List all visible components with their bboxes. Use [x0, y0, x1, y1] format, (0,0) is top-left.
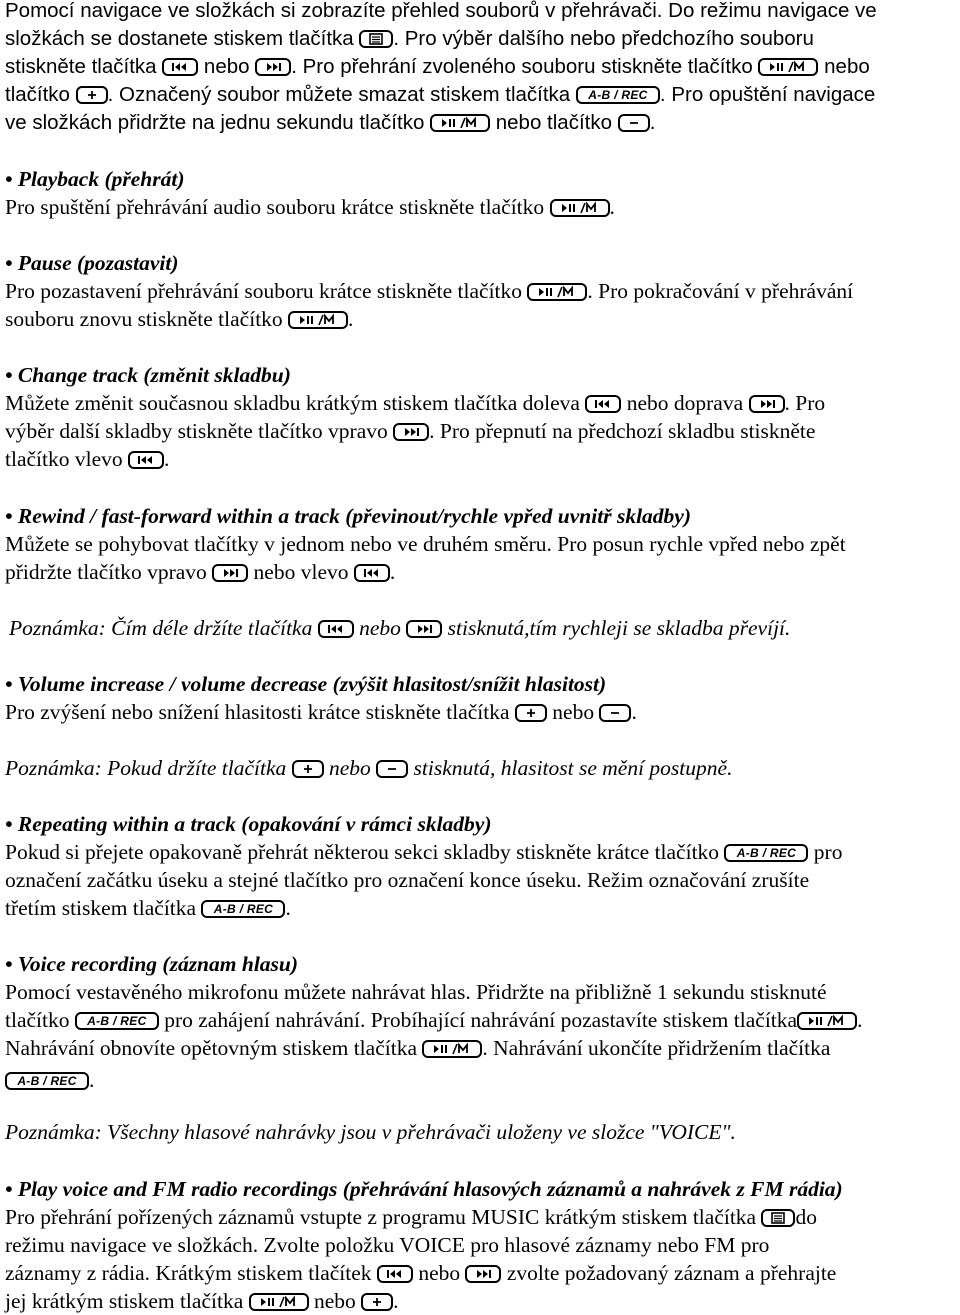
ab-rec-key-icon [75, 1012, 159, 1030]
text-run: . [393, 1289, 399, 1313]
previous-track-icon [354, 564, 390, 582]
next-track-icon [393, 423, 429, 441]
text-run: nebo [308, 1289, 362, 1313]
minus-icon [376, 760, 408, 778]
text-line [5, 978, 827, 1006]
text-run: přidržte tlačítko vpravo [5, 560, 213, 584]
ab-rec-key-label: A-B / REC [87, 1014, 147, 1028]
play-pause-menu-icon [249, 1293, 309, 1311]
text-run: výběr další skladby stiskněte tlačítko vpravo [5, 419, 394, 443]
text-run: pro zahájení nahrávání. Probíhající nahrávání pozastavíte stiskem tlačítka [158, 1008, 798, 1032]
text-run: . Pro výběr dalšího nebo předchozího souboru [393, 27, 814, 50]
previous-track-icon [377, 1265, 413, 1283]
section-heading [5, 361, 291, 389]
text-line [5, 53, 870, 81]
text-line [5, 389, 825, 417]
text-line [5, 838, 842, 866]
ab-rec-key-icon [576, 86, 660, 104]
text-run: tlačítko [5, 1008, 75, 1032]
text-line [5, 1006, 862, 1034]
play-pause-menu-icon [422, 1040, 482, 1058]
section-heading [5, 249, 179, 277]
text-run: nebo [546, 700, 600, 724]
text-run: záznamy z rádia. Krátkým stiskem tlačítek [5, 1261, 377, 1285]
text-line [5, 25, 814, 53]
menu-icon [359, 30, 393, 48]
text-run: tlačítko [5, 83, 76, 106]
next-track-icon [406, 620, 442, 638]
text-run: . Pro pokračování v přehrávání [587, 279, 854, 303]
section-heading [5, 810, 492, 838]
plus-icon [292, 760, 324, 778]
text-run: režimu navigace ve složkách. Zvolte položku VOICE pro hlasové záznamy nebo FM pro [5, 1233, 770, 1257]
previous-track-icon [585, 395, 621, 413]
text-line [5, 558, 395, 586]
play-pause-menu-icon [430, 114, 490, 132]
text-run: Pro spuštění přehrávání audio souboru krátce stiskněte tlačítko [5, 195, 550, 219]
text-run: . [285, 896, 291, 920]
next-track-icon [465, 1265, 501, 1283]
text-run: • Change track (změnit skladbu) [5, 363, 291, 387]
text-line [5, 1231, 769, 1259]
note-line [9, 614, 790, 642]
text-run: jej krátkým stiskem tlačítka [5, 1289, 249, 1313]
text-run: nebo [198, 55, 256, 78]
text-line [5, 530, 846, 558]
text-run: • Pause (pozastavit) [5, 251, 179, 275]
text-run: • Volume increase / volume decrease (zvýšit hlasitost/snížit hlasitost) [5, 672, 607, 696]
text-run: . Pro opuštění navigace [659, 83, 876, 106]
previous-track-icon [128, 451, 164, 469]
next-track-icon [212, 564, 248, 582]
text-line [5, 305, 353, 333]
text-line [5, 277, 853, 305]
text-run: složkách se dostanete stiskem tlačítka [5, 27, 360, 50]
text-line [5, 193, 615, 221]
text-run: . [649, 111, 656, 134]
text-run: • Repeating within a track (opakování v rámci skladby) [5, 812, 492, 836]
text-run: Můžete změnit současnou skladbu krátkým stiskem tlačítka doleva [5, 391, 586, 415]
text-line [5, 698, 637, 726]
section-heading [5, 950, 298, 978]
text-run: zvolte požadovaný záznam a přehrajte [501, 1261, 837, 1285]
text-line [5, 1034, 830, 1062]
plus-icon [515, 704, 547, 722]
text-run: do [795, 1205, 817, 1229]
text-run: třetím stiskem tlačítka [5, 896, 202, 920]
play-pause-menu-icon [527, 283, 587, 301]
text-run: . Označený soubor můžete smazat stiskem tlačítka [107, 83, 576, 106]
ab-rec-key-label: A-B / REC [17, 1074, 77, 1088]
text-run: nebo [323, 756, 377, 780]
text-run: Poznámka: Pokud držíte tlačítka [5, 756, 292, 780]
text-run: • Playback (přehrát) [5, 167, 185, 191]
text-run: • Play voice and FM radio recordings (přehrávání hlasových záznamů a nahrávek z FM rádia) [5, 1177, 843, 1201]
text-run: stisknutá, hlasitost se mění postupně. [408, 756, 733, 780]
next-track-icon [255, 58, 291, 76]
text-line [5, 109, 655, 137]
text-run: Pomocí navigace ve složkách si zobrazíte přehled souborů v přehrávači. Do režimu navigace ve [5, 0, 877, 22]
text-run: nebo doprava [621, 391, 749, 415]
plus-icon [76, 86, 108, 104]
text-run: . Pro přehrání zvoleného souboru stiskněte tlačítko [291, 55, 759, 78]
text-run: pro [808, 840, 843, 864]
text-line [5, 1259, 836, 1287]
text-run: • Voice recording (záznam hlasu) [5, 952, 299, 976]
text-run: Nahrávání obnovíte opětovným stiskem tlačítka [5, 1036, 423, 1060]
text-run: Poznámka: Všechny hlasové nahrávky jsou v přehrávači uloženy ve složce "VOICE". [5, 1120, 736, 1144]
text-line [5, 445, 169, 473]
text-run: Můžete se pohybovat tlačítky v jednom nebo ve druhém směru. Pro posun rychle vpřed nebo zpět [5, 532, 846, 556]
text-run: ve složkách přidržte na jednu sekundu tlačítko [5, 111, 431, 134]
previous-track-icon [162, 58, 198, 76]
text-line [5, 0, 877, 25]
ab-rec-key-icon [201, 900, 285, 918]
section-heading [5, 165, 185, 193]
text-run: označení začátku úseku a stejné tlačítko pro označení konce úseku. Režim označování zrušíte [5, 868, 810, 892]
text-run: . Pro přepnutí na předchozí skladbu stiskněte [429, 419, 816, 443]
section-heading [5, 670, 606, 698]
text-line [5, 1066, 94, 1094]
ab-rec-key-label: A-B / REC [736, 846, 797, 860]
section-heading [5, 1175, 843, 1203]
text-run: Pomocí vestavěného mikrofonu můžete nahrávat hlas. Přidržte na přibližně 1 sekundu stisknuté [5, 980, 827, 1004]
text-run: . [609, 195, 615, 219]
ab-rec-key-icon [724, 844, 808, 862]
minus-icon [599, 704, 631, 722]
note-line [5, 754, 732, 782]
minus-icon [618, 114, 650, 132]
text-run: stiskněte tlačítka [5, 55, 163, 78]
menu-icon [761, 1209, 795, 1227]
text-run: souboru znovu stiskněte tlačítko [5, 307, 289, 331]
text-run: Pokud si přejete opakovaně přehrát některou sekci skladby stiskněte krátce tlačítko [5, 840, 725, 864]
ab-rec-key-label: A-B / REC [213, 902, 274, 916]
text-line [5, 866, 809, 894]
text-line [5, 1287, 399, 1315]
text-run: . Pro [784, 391, 826, 415]
text-run: nebo [412, 1261, 466, 1285]
text-line [5, 417, 815, 445]
text-run: nebo vlevo [248, 560, 354, 584]
text-run: • Rewind / fast-forward within a track (převinout/rychle vpřed uvnitř skladby) [5, 504, 691, 528]
play-pause-menu-icon [758, 58, 818, 76]
text-run: Poznámka: Čím déle držíte tlačítka [9, 616, 318, 640]
text-run: . [348, 307, 354, 331]
text-run: . [89, 1068, 95, 1092]
plus-icon [361, 1293, 393, 1311]
text-run: . Nahrávání ukončíte přidržením tlačítka [482, 1036, 831, 1060]
text-line [5, 894, 291, 922]
next-track-icon [749, 395, 785, 413]
text-run: tlačítko vlevo [5, 447, 128, 471]
text-run: . [164, 447, 170, 471]
text-run: Pro pozastavení přehrávání souboru krátce stiskněte tlačítko [5, 279, 528, 303]
text-run: nebo [818, 55, 870, 78]
previous-track-icon [318, 620, 354, 638]
text-run: nebo [353, 616, 407, 640]
text-run: . [389, 560, 396, 584]
play-pause-menu-icon [797, 1012, 857, 1030]
play-pause-menu-icon [550, 199, 610, 217]
text-run: Pro přehrání pořízených záznamů vstupte z programu MUSIC krátkým stiskem tlačítka [5, 1205, 762, 1229]
section-heading [5, 502, 691, 530]
note-line [5, 1118, 736, 1146]
ab-rec-key-label: A-B / REC [588, 88, 648, 102]
ab-rec-key-icon [5, 1072, 89, 1090]
text-run: . [857, 1008, 863, 1032]
text-run: stisknutá,tím rychleji se skladba převíjí. [442, 616, 791, 640]
text-line [5, 1203, 817, 1231]
text-run: . [631, 700, 637, 724]
text-run: nebo tlačítko [490, 111, 618, 134]
text-line [5, 81, 875, 109]
play-pause-menu-icon [288, 311, 348, 329]
text-run: Pro zvýšení nebo snížení hlasitosti krátce stiskněte tlačítka [5, 700, 515, 724]
